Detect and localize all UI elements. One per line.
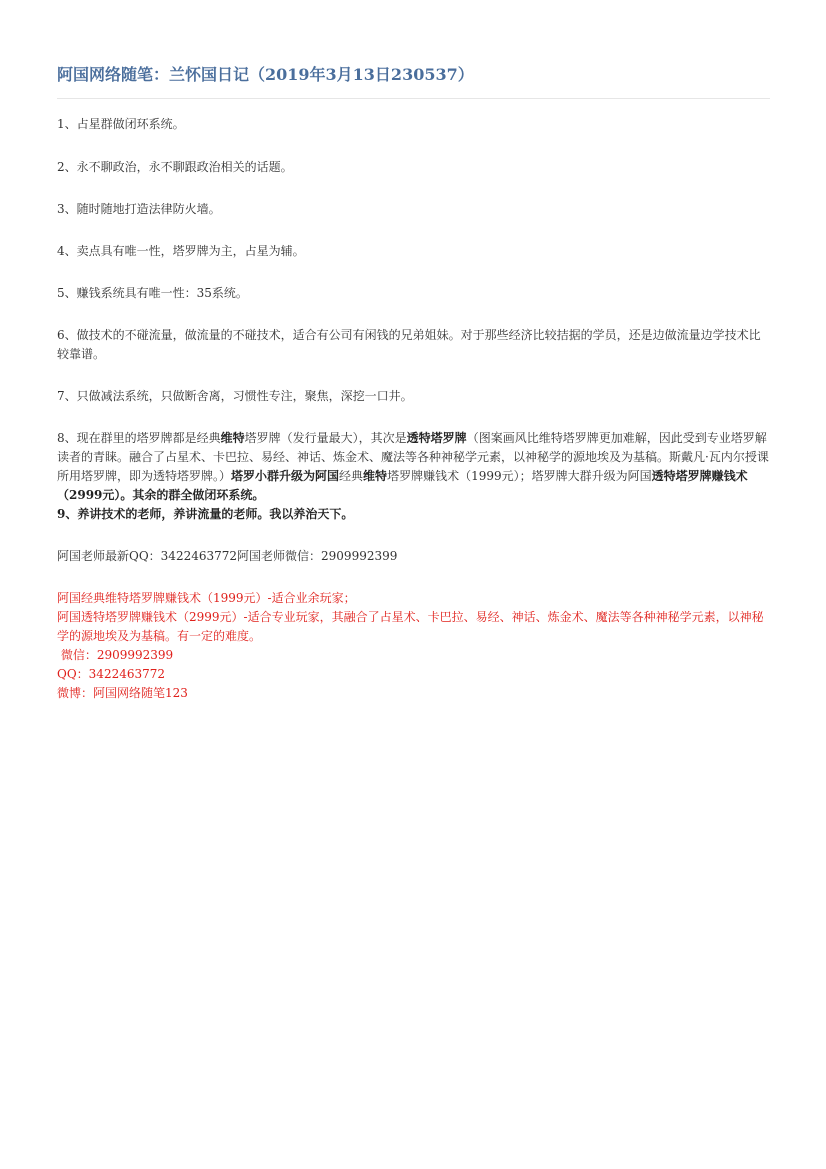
list-item-7: 7、只做减法系统，只做断舍离，习惯性专注，聚焦，深挖一口井。 xyxy=(57,389,413,403)
article-body xyxy=(57,115,770,703)
page-title: 阿国网络随笔：兰怀国日记（2019年3月13日230537） xyxy=(57,62,770,99)
promo-wechat: 微信：2909992399 xyxy=(57,648,174,662)
list-item-6: 6、做技术的不碰流量，做流量的不碰技术，适合有公司有闲钱的兄弟姐妹。对于那些经济比较拮据的学员，还是边做流量边学技术比较靠谱。 xyxy=(57,328,761,361)
item-8-bold-toute: 透特塔罗牌 xyxy=(406,431,467,445)
list-item-5: 5、赚钱系统具有唯一性：35系统。 xyxy=(57,286,248,300)
item-8-bold-upgrade: 塔罗小群升级为阿国 xyxy=(231,469,340,483)
document-page xyxy=(57,62,770,703)
promo-line-toute: 阿国透特塔罗牌赚钱术（2999元）-适合专业玩家，其融合了占星术、卡巴拉、易经、神话、炼金术、魔法等各种神秘学元素，以神秘学的源地埃及为基稿。有一定的难度。 xyxy=(57,610,764,643)
item-8-text-5: 塔罗牌赚钱术（1999元）；塔罗牌大群升级为阿国 xyxy=(387,469,652,483)
list-item-3: 3、随时随地打造法律防火墙。 xyxy=(57,202,221,216)
promo-weibo: 微博：阿国网络随笔123 xyxy=(57,686,188,700)
item-8-text-1: 8、现在群里的塔罗牌都是经典 xyxy=(57,431,221,445)
list-item-2: 2、永不聊政治，永不聊跟政治相关的话题。 xyxy=(57,160,293,174)
item-8-bold-weite: 维特 xyxy=(220,431,245,445)
item-8-bold-toute-price: 透特塔罗牌赚钱术（2999元）。其余的群全做闭环系统。 xyxy=(57,469,748,502)
item-8-text-4: 经典 xyxy=(339,469,364,483)
item-8-bold-weite-2: 维特 xyxy=(363,469,388,483)
list-item-1: 1、占星群做闭环系统。 xyxy=(57,117,185,131)
item-8-text-2: 塔罗牌（发行量最大），其次是 xyxy=(244,431,407,445)
item-8-text-3: （图案画风比维特塔罗牌更加难解，因此受到专业塔罗解读者的青睐。融合了占星术、卡巴拉、易经、神话、炼金术、魔法等各种神秘学元素，以神秘学的源地埃及为基稿。斯戴凡·瓦内尔授课所用塔罗牌，即为透特塔罗牌。） xyxy=(57,431,769,483)
promo-qq: QQ：3422463772 xyxy=(57,667,166,681)
list-item-4: 4、卖点具有唯一性，塔罗牌为主，占星为辅。 xyxy=(57,244,305,258)
promo-block xyxy=(57,589,770,703)
promo-line-weite: 阿国经典维特塔罗牌赚钱术（1999元）-适合业余玩家； xyxy=(57,591,356,605)
list-item-9: 9、养讲技术的老师，养讲流量的老师。我以养治天下。 xyxy=(57,507,354,521)
contact-line: 阿国老师最新QQ：3422463772阿国老师微信：2909992399 xyxy=(57,549,398,563)
list-item-8 xyxy=(57,429,770,505)
